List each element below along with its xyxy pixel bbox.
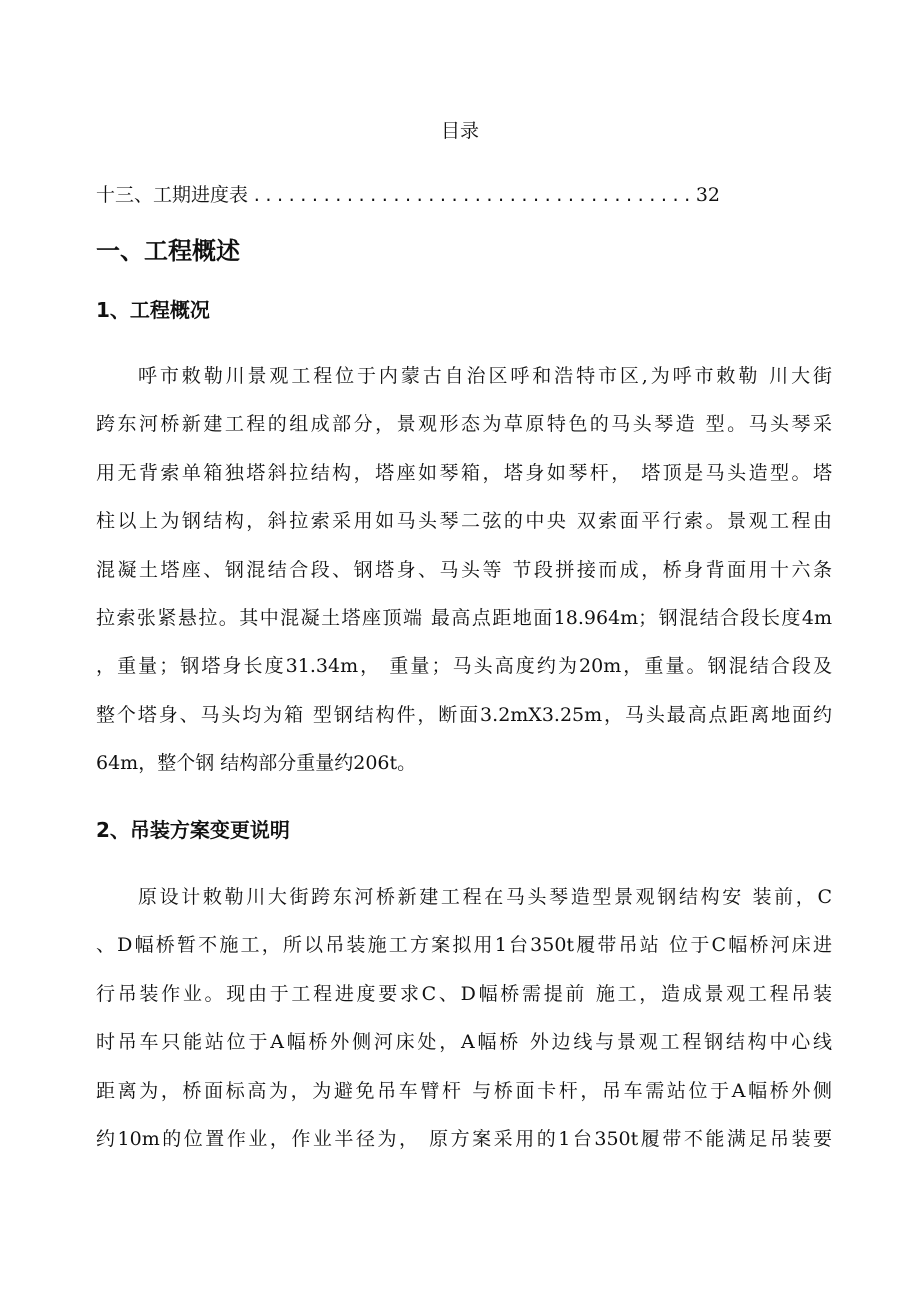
paragraph-line: 混凝土塔座、钢混结合段、钢塔身、马头等 节段拼接而成，桥身背面用十六条 — [96, 558, 832, 581]
paragraph-line: 呼市敕勒川景观工程位于内蒙古自治区呼和浩特市区,为呼市敕勒 川大街 — [138, 365, 832, 387]
paragraph-lifting-plan-change — [96, 873, 832, 1163]
paragraph-line: ，重量；钢塔身长度31.34m， 重量；马头高度约为20m，重量。钢混结合段及 — [96, 655, 832, 678]
subsection-heading-project-overview: 1、工程概况 — [96, 298, 210, 322]
paragraph-line: 拉索张紧悬拉。其中混凝土塔座顶端 最高点距地面18.964m；钢混结合段长度4m — [96, 607, 832, 630]
toc-entry[interactable] — [96, 180, 720, 207]
paragraph-line: 柱以上为钢结构，斜拉索采用如马头琴二弦的中央 双索面平行索。景观工程由 — [96, 510, 832, 533]
subsection-heading-lifting-plan-change: 2、吊装方案变更说明 — [96, 818, 290, 842]
paragraph-line: 64m，整个钢 结构部分重量约206t。 — [96, 752, 417, 775]
paragraph-line: 、D幅桥暂不施工，所以吊装施工方案拟用1台350t履带吊站 位于C幅桥河床进 — [96, 934, 832, 957]
section-heading-overview: 一、工程概述 — [96, 237, 240, 265]
toc-entry-label: 十三、工期进度表 — [96, 184, 249, 206]
toc-entry-page: 32 — [695, 184, 720, 206]
toc-title: 目录 — [440, 120, 479, 142]
paragraph-line: 距离为，桥面标高为，为避免吊车臂杆 与桥面卡杆，吊车需站位于A幅桥外侧 — [96, 1079, 832, 1102]
paragraph-line: 时吊车只能站位于A幅桥外侧河床处，A幅桥 外边线与景观工程钢结构中心线 — [96, 1031, 832, 1054]
paragraph-line: 用无背索单箱独塔斜拉结构，塔座如琴箱，塔身如琴杆， 塔顶是马头造型。塔 — [96, 461, 832, 484]
paragraph-line: 原设计敕勒川大街跨东河桥新建工程在马头琴造型景观钢结构安 装前，C — [138, 886, 832, 908]
paragraph-line: 约10m的位置作业，作业半径为， 原方案采用的1台350t履带不能满足吊装要 — [96, 1128, 832, 1151]
paragraph-project-overview — [96, 352, 832, 788]
paragraph-line: 行吊装作业。现由于工程进度要求C、D幅桥需提前 施工，造成景观工程吊装 — [96, 982, 832, 1005]
toc-leader-dots — [252, 186, 692, 205]
paragraph-line: 跨东河桥新建工程的组成部分，景观形态为草原特色的马头琴造 型。马头琴采 — [96, 413, 832, 436]
paragraph-line: 整个塔身、马头均为箱 型钢结构件，断面3.2mX3.25m，马头最高点距离地面约 — [96, 703, 832, 726]
